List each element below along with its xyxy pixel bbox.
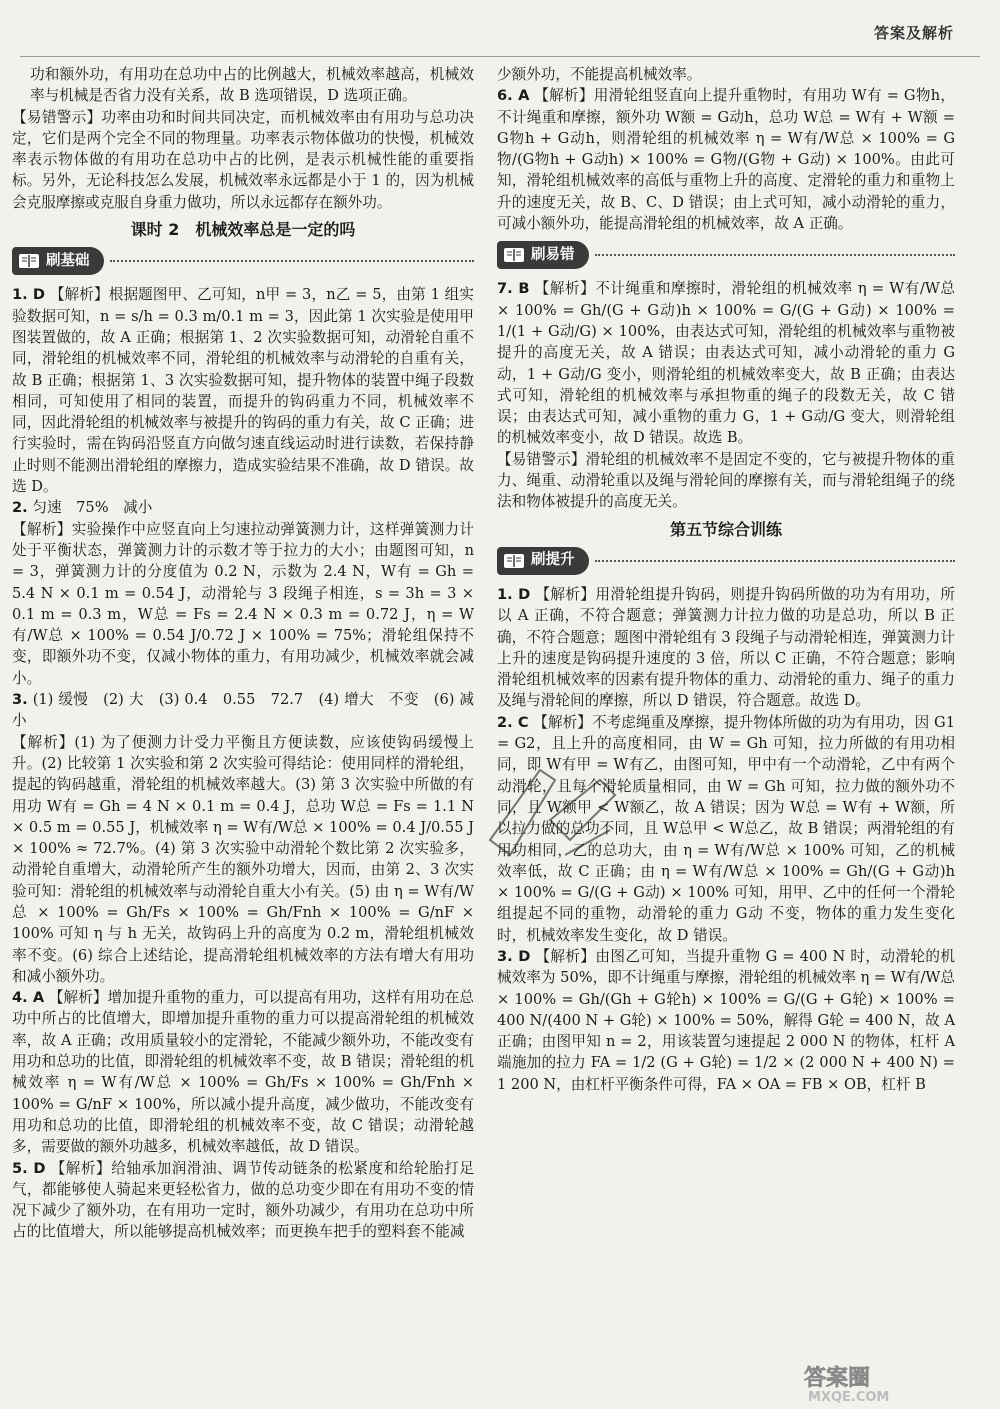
page-header <box>0 0 1000 60</box>
answer-number: 7. B <box>497 280 530 298</box>
watermark-logo <box>800 1361 980 1403</box>
left-column <box>12 64 474 1243</box>
section-bar-advance <box>497 544 955 578</box>
answer-number: 1. D <box>497 585 531 603</box>
header-label: 答案及解析 <box>873 24 954 42</box>
answer-item <box>497 449 955 513</box>
answer-text: 【解析】不计绳重和摩擦时，滑轮组的机械效率 η = W有/W总 × 100% = Gh/(G + G动)h × 100% = G/(G + G动) × 100% = 1/(1 + G动/G) × 100%，由表达式可知，滑轮组的机械效率与重物被提升的高度无关，故 A 错误；由表达式可知，减小动滑轮的重力 G动，1 + G动/G 变小，则滑轮组的机械效率变大，故 B 正确；由表达式可知，滑轮组的机械效率与承担物重的绳子的段数无关，故 C 错误；由表达式可知，减小重物的重力 G，1 + G动/G 变大，则滑轮组的机械效率变小，故 D 错误。故选 B。 <box>497 280 956 447</box>
book-icon <box>503 246 525 264</box>
answer-item <box>12 497 474 518</box>
answer-number: 3. D <box>497 947 531 965</box>
answer-item <box>497 85 955 234</box>
dotted-rule <box>595 560 956 562</box>
answer-number: 2. <box>12 499 28 517</box>
answer-text: 【解析】给轴承加润滑油、调节传动链条的松紧度和给轮胎打足气，都能够使人骑起来更轻松省力，做的总功变少即在有用功不变的情况下减少了额外功，在有用功一定时，额外功减少，有用功在总功中所占的比值增大，所以能够提高机械效率；而更换车把手的塑料套不能减 <box>12 1159 474 1241</box>
answer-text: 【解析】由图乙可知，当提升重物 G = 400 N 时，动滑轮的机械效率为 50%，即不计绳重与摩擦，滑轮组的机械效率 η = W有/W总 × 100% = Gh/(Gh + G轮h) × 100% = G/(G + G轮) × 100% = 400 N/(400 N + G轮) × 100% = 50%，解得 G轮 = 400 N，故 A 正确；由图甲知 n = 2，用该装置匀速提起 2 000 N 的物体，杠杆 A 端施加的拉力 FA = 1/2 (G + G轮) = 1/2 × (2 000 N + 400 N) = 1 200 N，由杠杆平衡条件可得，FA × OA = FB × OB，杠杆 B <box>497 947 955 1093</box>
book-icon <box>503 552 525 570</box>
dotted-rule <box>110 260 475 262</box>
section-tag <box>497 547 589 575</box>
answer-text: 【易错警示】滑轮组的机械效率不是固定不变的，它与被提升物体的重力、绳重、动滑轮重以及绳与滑轮间的摩擦有关，而与滑轮组绳子的绕法和物体被提升的高度无关。 <box>497 450 955 511</box>
section-tag-label: 刷提升 <box>531 552 575 569</box>
answer-text: 【解析】用滑轮组提升钩码，则提升钩码所做的功为有用功，所以 A 正确，不符合题意；弹簧测力计拉力做的功是总功，所以 B 正确，不符合题意；题图中滑轮组有 3 段绳子与动滑轮相连，弹簧测力计上升的速度是钩码提升速度的 3 倍，所以 C 正确，不符合题意；影响滑轮组机械效率的因素有提升物体的重力、动滑轮的重力、绳子的重力及绳与滑轮间的摩擦，所以 D 错误，符合题意。故选 D。 <box>497 585 955 710</box>
watermark-site: MXQE.COM <box>808 1390 890 1403</box>
intro-warning: 【易错警示】功率由功和时间共同决定，而机械效率由有用功与总功决定，它们是两个完全不同的物理量。功率表示物体做功的快慢，机械效率表示物体做的有用功在总功中占的比例，是表示机械性能的重要指标。另外，无论科技怎么发展，机械效率永远都是小于 1 的，因为机械会克服摩擦或克服自身重力做功，所以永远都存在额外功。 <box>12 108 474 211</box>
answer-text: 【解析】用滑轮组竖直向上提升重物时，有用功 W有 = G物h，不计绳重和摩擦，额外功 W额 = G动h，总功 W总 = W有 + W额 = G物h + G动h，则滑轮组的机械效率 η = W有/W总 × 100% = G物/(G物h + G动h) × 100% = G物/(G物 + G动) × 100%。由此可知，滑轮组机械效率的高低与重物上升的高度、定滑轮的重力和重物上升的速度无关，故 B、C、D 错误；由上式可知，减小动滑轮的重力，可减小额外功，能提高滑轮组的机械效率，故 A 正确。 <box>497 87 955 233</box>
answer-number: 6. A <box>497 87 530 105</box>
intro-paragraph: 功和额外功，有用功在总功中占的比例越大，机械效率越高，机械效率与机械是否省力没有关系，故 B 选项错误，D 选项正确。 <box>30 66 474 105</box>
answer-text: 【解析】根据题图甲、乙可知，n甲 = 3，n乙 = 5，由第 1 组实验数据可知，n = s/h = 0.3 m/0.1 m = 3，因此第 1 次实验是使用甲图装置做的，故 A 正确；根据第 1、2 次实验数据可知，动滑轮自重不同，滑轮组的机械效率不同，滑轮组的机械效率与动滑轮的自重有关，故 B 正确；根据第 1、3 次实验数据可知，提升物体的装置中绳子段数相同，可知使用了相同的装置，而提升的钩码重力不同，机械效率不同，因此滑轮组的机械效率与被提升的钩码的重力有关，故 C 正确；进行实验时，需在钩码沿竖直方向做匀速直线运动时进行读数，若保持静止时则不能测出滑轮组的摩擦力，造成实验结果不准确，故 D 错误。故选 D。 <box>12 286 474 496</box>
answer-number: 1. D <box>12 286 46 304</box>
answer-text: 匀速 75% 减小 <box>32 499 153 517</box>
book-icon <box>18 252 40 270</box>
answer-text: (1) 缓慢 (2) 大 (3) 0.4 0.55 72.7 (4) 增大 不变 (6) 减小 <box>12 691 474 730</box>
answer-text: 【解析】增加提升重物的重力，可以提高有用功，这样有用功在总功中所占的比值增大，即增加提升重物的重力可以提高滑轮组的机械效率，故 A 正确；改用质量较小的定滑轮，不能减少额外功，不能改变有用功和总功的比值，即滑轮组的机械效率不变，故 B 错误；滑轮组的机械效率 η = W有/W总 × 100% = Gh/Fs × 100% = Gh/Fnh × 100% = G/nF × 100%，所以减小提升高度，减少做功，不能改变有用功和总功的比值，即滑轮组的机械效率不变，故 C 错误；动滑轮越多，需要做的额外功越多，机械效率越低，故 D 错误。 <box>12 989 475 1156</box>
stamp-mark-icon <box>480 760 630 870</box>
answer-number: 3. <box>12 691 28 709</box>
right-column <box>497 64 955 1095</box>
answer-text: 【解析】实验操作中应竖直向上匀速拉动弹簧测力计，这样弹簧测力计处于平衡状态，弹簧测力计的示数才等于拉力的大小；由题图可知，n = 3，弹簧测力计的分度值为 0.2 N，示数为 2.4 N，W有 = Gh = 5.4 N × 0.1 m = 0.54 J，动滑轮与 3 段绳子相连，s = 3h = 3 × 0.1 m = 0.3 m，W总 = Fs = 2.4 N × 0.3 m = 0.72 J，η = W有/W总 × 100% = 0.54 J/0.72 J × 100% = 75%；滑轮组保持不变，即额外功不变，仅减小物体的重力，有用功减少，机械效率就会减小。 <box>12 520 474 687</box>
dotted-rule <box>595 254 956 256</box>
answer-item <box>497 64 955 85</box>
lesson-title: 课时 2 机械效率总是一定的吗 <box>130 220 356 240</box>
answer-text: 少额外功，不能提高机械效率。 <box>497 66 702 83</box>
answer-item <box>12 284 474 497</box>
answer-number: 5. D <box>12 1159 46 1177</box>
answer-item <box>497 946 955 1095</box>
answer-item <box>497 278 955 448</box>
section-tag <box>12 247 104 275</box>
header-rule <box>20 56 980 57</box>
answer-item <box>12 689 474 732</box>
answer-text: 【解析】不考虑绳重及摩擦，提升物体所做的功为有用功，因 G1 = G2，且上升的高度相同，由 W = Gh 可知，拉力所做的有用功相同，即 W有甲 = W有乙，由图可知，甲中有一个动滑轮，乙中有两个动滑轮，且每个滑轮质量相同，由 W = Gh 可知，拉力做的额外功不同，且 W额甲 < W额乙，故 A 错误；因为 W总 = W有 + W额，所以拉力做的总功不同，且 W总甲 < W总乙，故 B 错误；两滑轮组的有用功相同，乙的总功大，由 η = W有/W总 × 100% 可知，乙的机械效率低，故 C 正确；由 η = W有/W总 × 100% = Gh/(G + G动)h × 100% = G/(G + G动) × 100% 可知，用甲、乙中的任何一个滑轮组提起不同的重物，动滑轮的重力 G动 不变，物体的重力发生变化时，机械效率发生变化，故 D 错误。 <box>497 713 955 944</box>
answer-item <box>12 1158 474 1243</box>
watermark-text: 答案圈 <box>804 1366 871 1391</box>
section-tag-label: 刷基础 <box>46 252 90 269</box>
answer-item <box>12 519 474 689</box>
section-bar-mistakes <box>497 238 955 272</box>
section-title: 第五节综合训练 <box>669 519 782 539</box>
section-tag-label: 刷易错 <box>531 246 575 263</box>
section-bar-basic <box>12 244 474 278</box>
answer-item <box>12 732 474 988</box>
answer-item <box>497 584 955 712</box>
answer-text: 【解析】(1) 为了便测力计受力平衡且方便读数，应该使钩码缓慢上升。(2) 比较第 1 次实验和第 2 次实验可得结论：使用同样的滑轮组，提起的钩码越重，滑轮组的机械效率越大。(3) 第 3 次实验中所做的有用功 W有 = Gh = 4 N × 0.1 m = 0.4 J，总功 W总 = Fs = 1.1 N × 0.5 m = 0.55 J，机械效率 η = W有/W总 × 100% = 0.4 J/0.55 J × 100% ≈ 72.7%。(4) 第 3 次实验中动滑轮个数比第 2 次实验多，动滑轮自重增大，动滑轮所产生的额外功增大，因而，由第 2、3 次实验可知：滑轮组的机械效率与动滑轮自重大小有关。(5) 由 η = W有/W总 × 100% = Gh/Fs × 100% = Gh/Fnh × 100% = G/nF × 100% 可知 η 与 h 无关，故钩码上升的高度为 0.2 m，滑轮组机械效率不变。(6) 综合上述结论，提高滑轮组机械效率的方法有增大有用功和减小额外功。 <box>12 733 474 985</box>
answer-number: 4. A <box>12 989 45 1007</box>
section-tag <box>497 241 589 269</box>
answer-number: 2. C <box>497 713 529 731</box>
answer-item <box>12 987 474 1157</box>
